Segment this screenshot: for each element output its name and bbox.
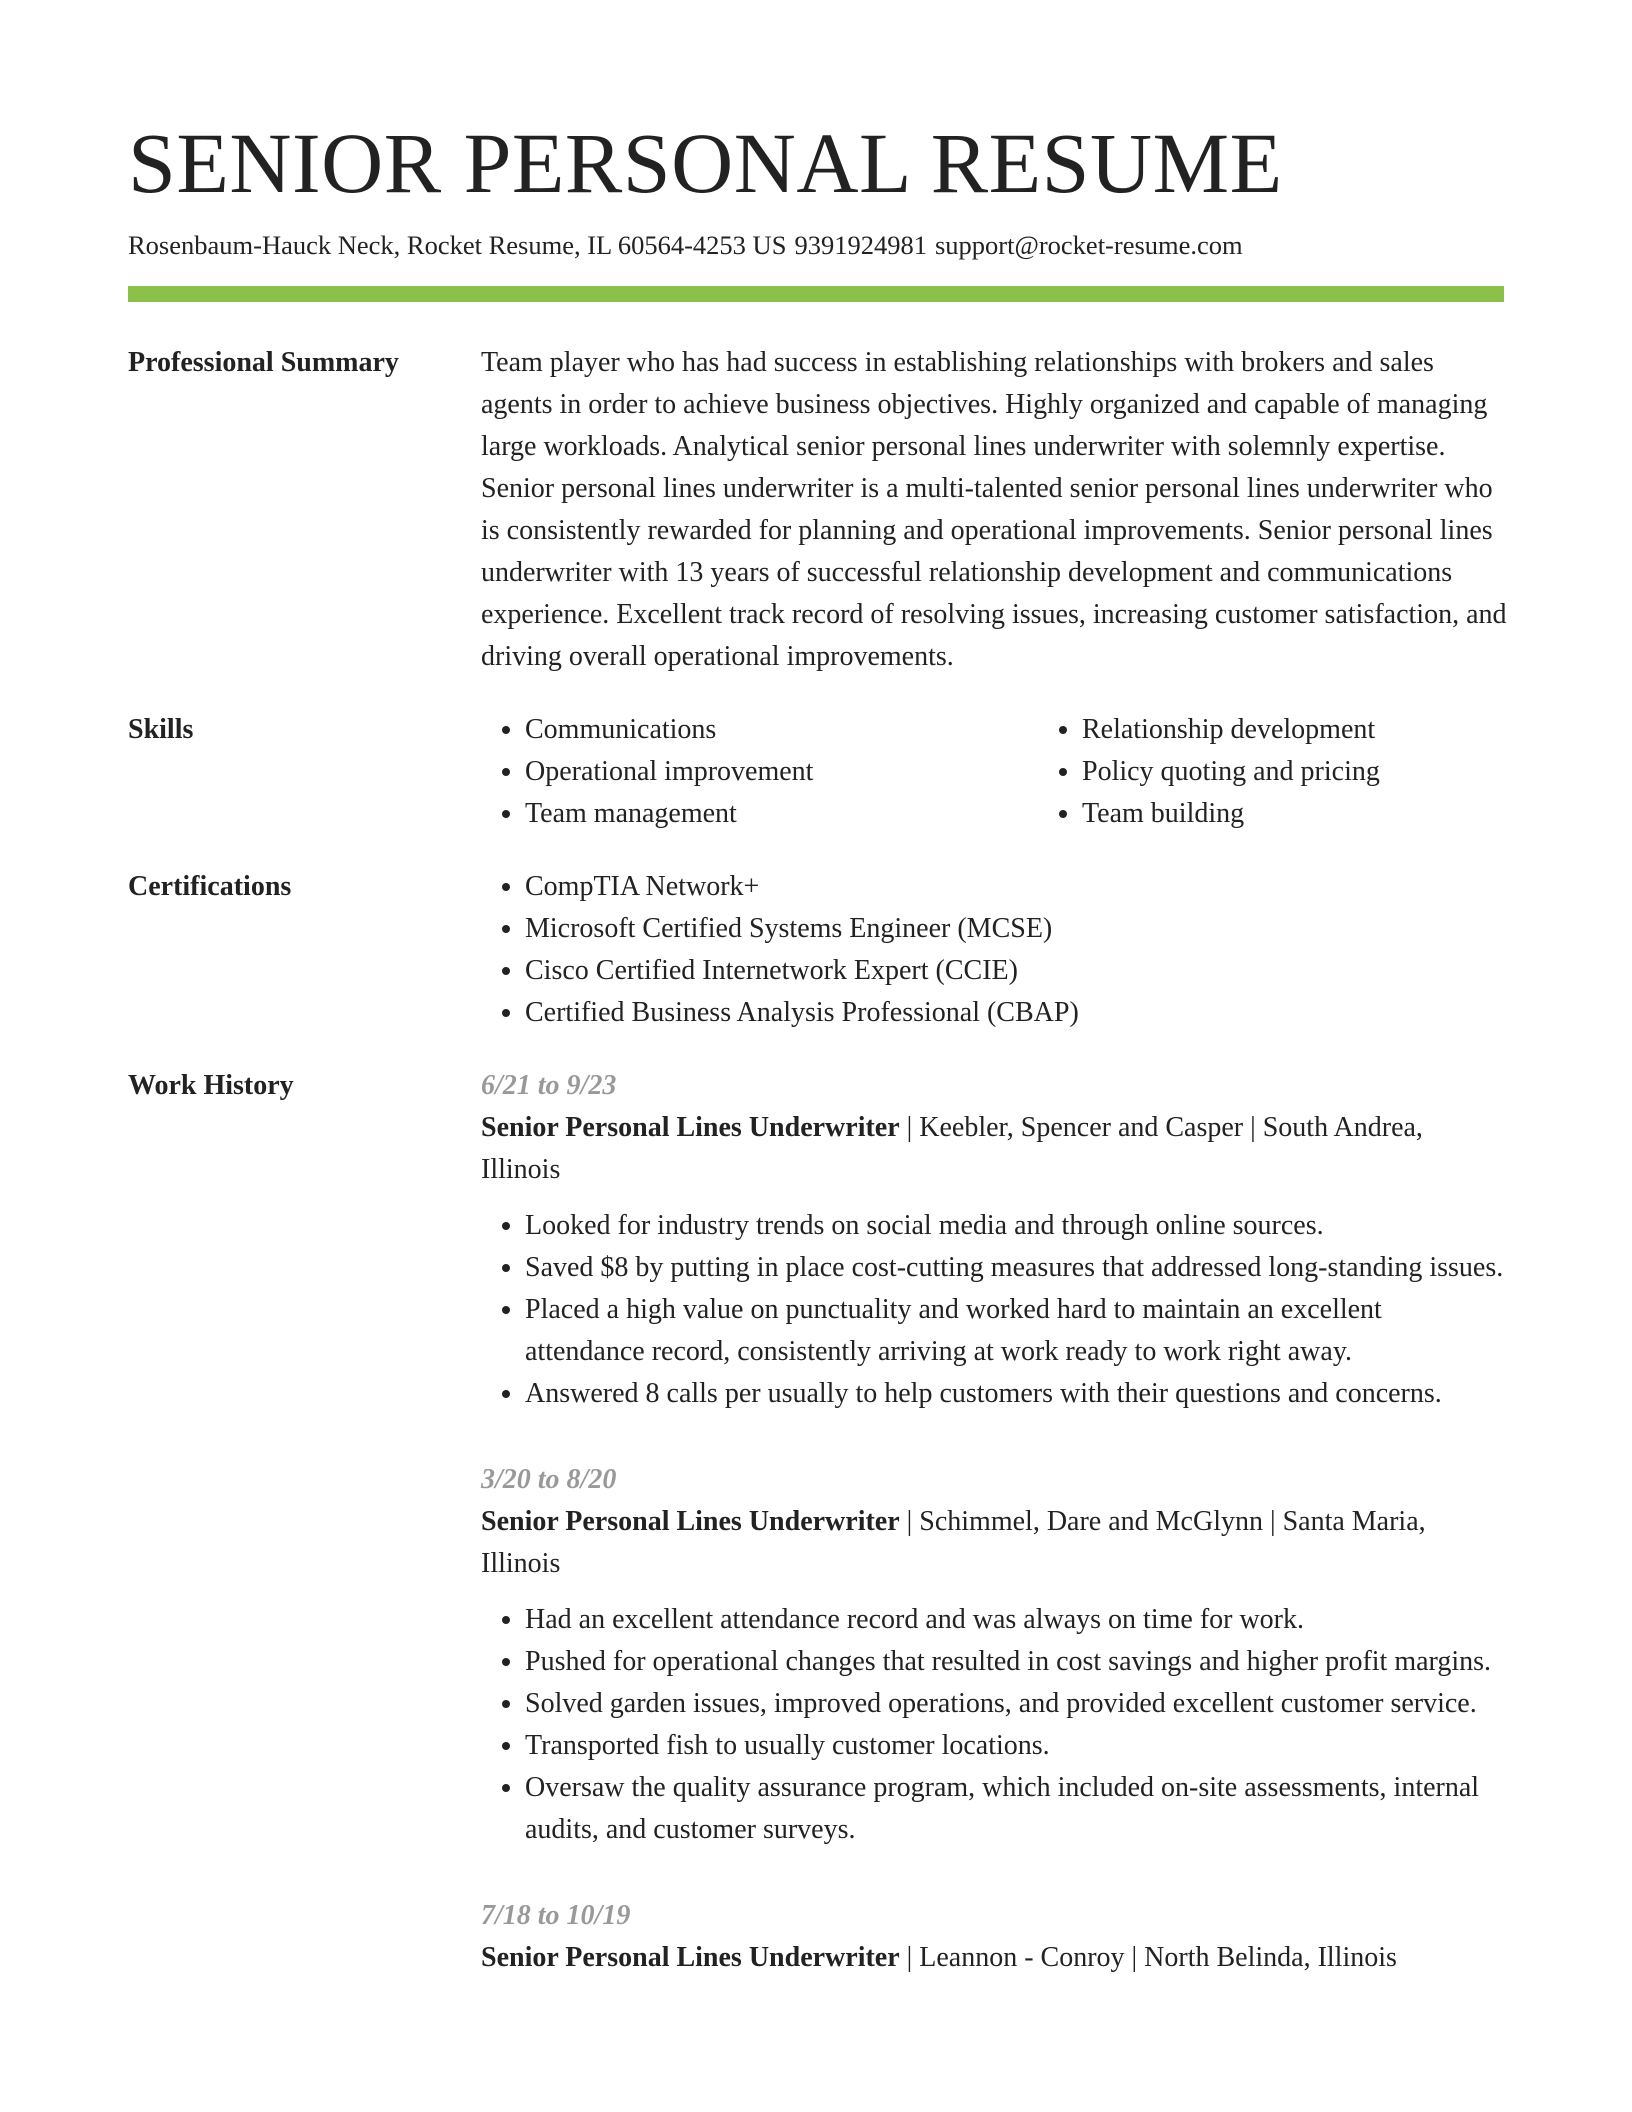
job-header [481,1107,1507,1191]
contact-line [128,230,1507,262]
job-duty: • Solved garden issues, improved operations, and provided excellent customer service. [525,1683,1507,1725]
skills-body [481,709,1507,835]
certification-item: • Microsoft Certified Systems Engineer (MCSE) [525,908,1507,950]
job-details: | Keebler, Spencer and Casper | South Andrea, Illinois [481,1112,1423,1186]
job-duty: • Transported fish to usually customer locations. [525,1725,1507,1767]
skill-item: • Operational improvement [525,751,1038,793]
job-details: | Schimmel, Dare and McGlynn | Santa Maria, Illinois [481,1506,1426,1580]
job-duty: • Looked for industry trends on social media and through online sources. [525,1205,1507,1247]
skills-grid [481,709,1507,835]
job-dates: 7/18 to 10/19 [481,1900,631,1932]
summary-text: Team player who has had success in establishing relationships with brokers and sales agents in order to achieve business objectives. Highly organized and capable of managing large workloads. Analytical senior personal lines underwriter with solemnly expertise. Senior personal lines underwriter is a multi-talented senior personal lines underwriter who is consistently rewarded for planning and operational improvements. Senior personal lines underwriter with 13 years of successful relationship development and communications experience. Excellent track record of resolving issues, increasing customer satisfaction, and driving overall operational improvements. [481,347,1507,673]
certifications-list [481,866,1507,1034]
skills-section [128,709,1507,835]
skill-item: • Team building [1082,793,1595,835]
job-header [481,1937,1507,1979]
job-duty: • Had an excellent attendance record and was always on time for work. [525,1599,1507,1641]
skills-right-list [1038,709,1595,835]
job-duty: • Oversaw the quality assurance program, which included on-site assessments, internal audits, and customer surveys. [525,1767,1507,1851]
summary-heading: Professional Summary [128,347,399,379]
job-duty: • Saved $8 by putting in place cost-cutting measures that addressed long-standing issues. [525,1247,1507,1289]
job-title: Senior Personal Lines Underwriter [481,1942,900,1974]
skill-item: • Team management [525,793,1038,835]
job-duty: • Answered 8 calls per usually to help customers with their questions and concerns. [525,1373,1507,1415]
job-entry [481,1065,1507,1415]
job-dates: 3/20 to 8/20 [481,1464,617,1496]
job-duties-list [481,1599,1507,1851]
summary-section [128,342,1507,678]
contact-address: Rosenbaum-Hauck Neck, Rocket Resume, IL 60564-4253 US [128,230,787,261]
job-dates: 6/21 to 9/23 [481,1070,617,1102]
work-history-heading: Work History [128,1070,294,1102]
contact-email: support@rocket-resume.com [934,230,1243,261]
summary-body [481,342,1507,678]
job-duty: • Pushed for operational changes that resulted in cost savings and higher profit margins. [525,1641,1507,1683]
job-duty: • Placed a high value on punctuality and worked hard to maintain an excellent attendance record, consistently arriving at work ready to work right away. [525,1289,1507,1373]
certification-item: • Cisco Certified Internetwork Expert (CCIE) [525,950,1507,992]
header-divider [128,286,1504,302]
job-details: | Leannon - Conroy | North Belinda, Illinois [899,1942,1397,1974]
work-history-section [128,1065,1507,1993]
certifications-section [128,866,1507,1034]
work-history-body [481,1065,1507,1993]
certifications-body [481,866,1507,1034]
job-header [481,1501,1507,1585]
job-title: Senior Personal Lines Underwriter [481,1112,900,1144]
certifications-heading: Certifications [128,871,292,903]
resume-title: SENIOR PERSONAL RESUME [128,115,1283,211]
certification-item: • Certified Business Analysis Professional (CBAP) [525,992,1507,1034]
skill-item: • Communications [525,709,1038,751]
skills-heading: Skills [128,714,194,746]
job-duties-list [481,1205,1507,1415]
job-entry [481,1459,1507,1851]
skills-left-list [481,709,1038,835]
skill-item: • Relationship development [1082,709,1595,751]
certification-item: • CompTIA Network+ [525,866,1507,908]
skill-item: • Policy quoting and pricing [1082,751,1595,793]
job-entry [481,1895,1507,1979]
contact-phone: 9391924981 [794,230,927,261]
job-title: Senior Personal Lines Underwriter [481,1506,900,1538]
